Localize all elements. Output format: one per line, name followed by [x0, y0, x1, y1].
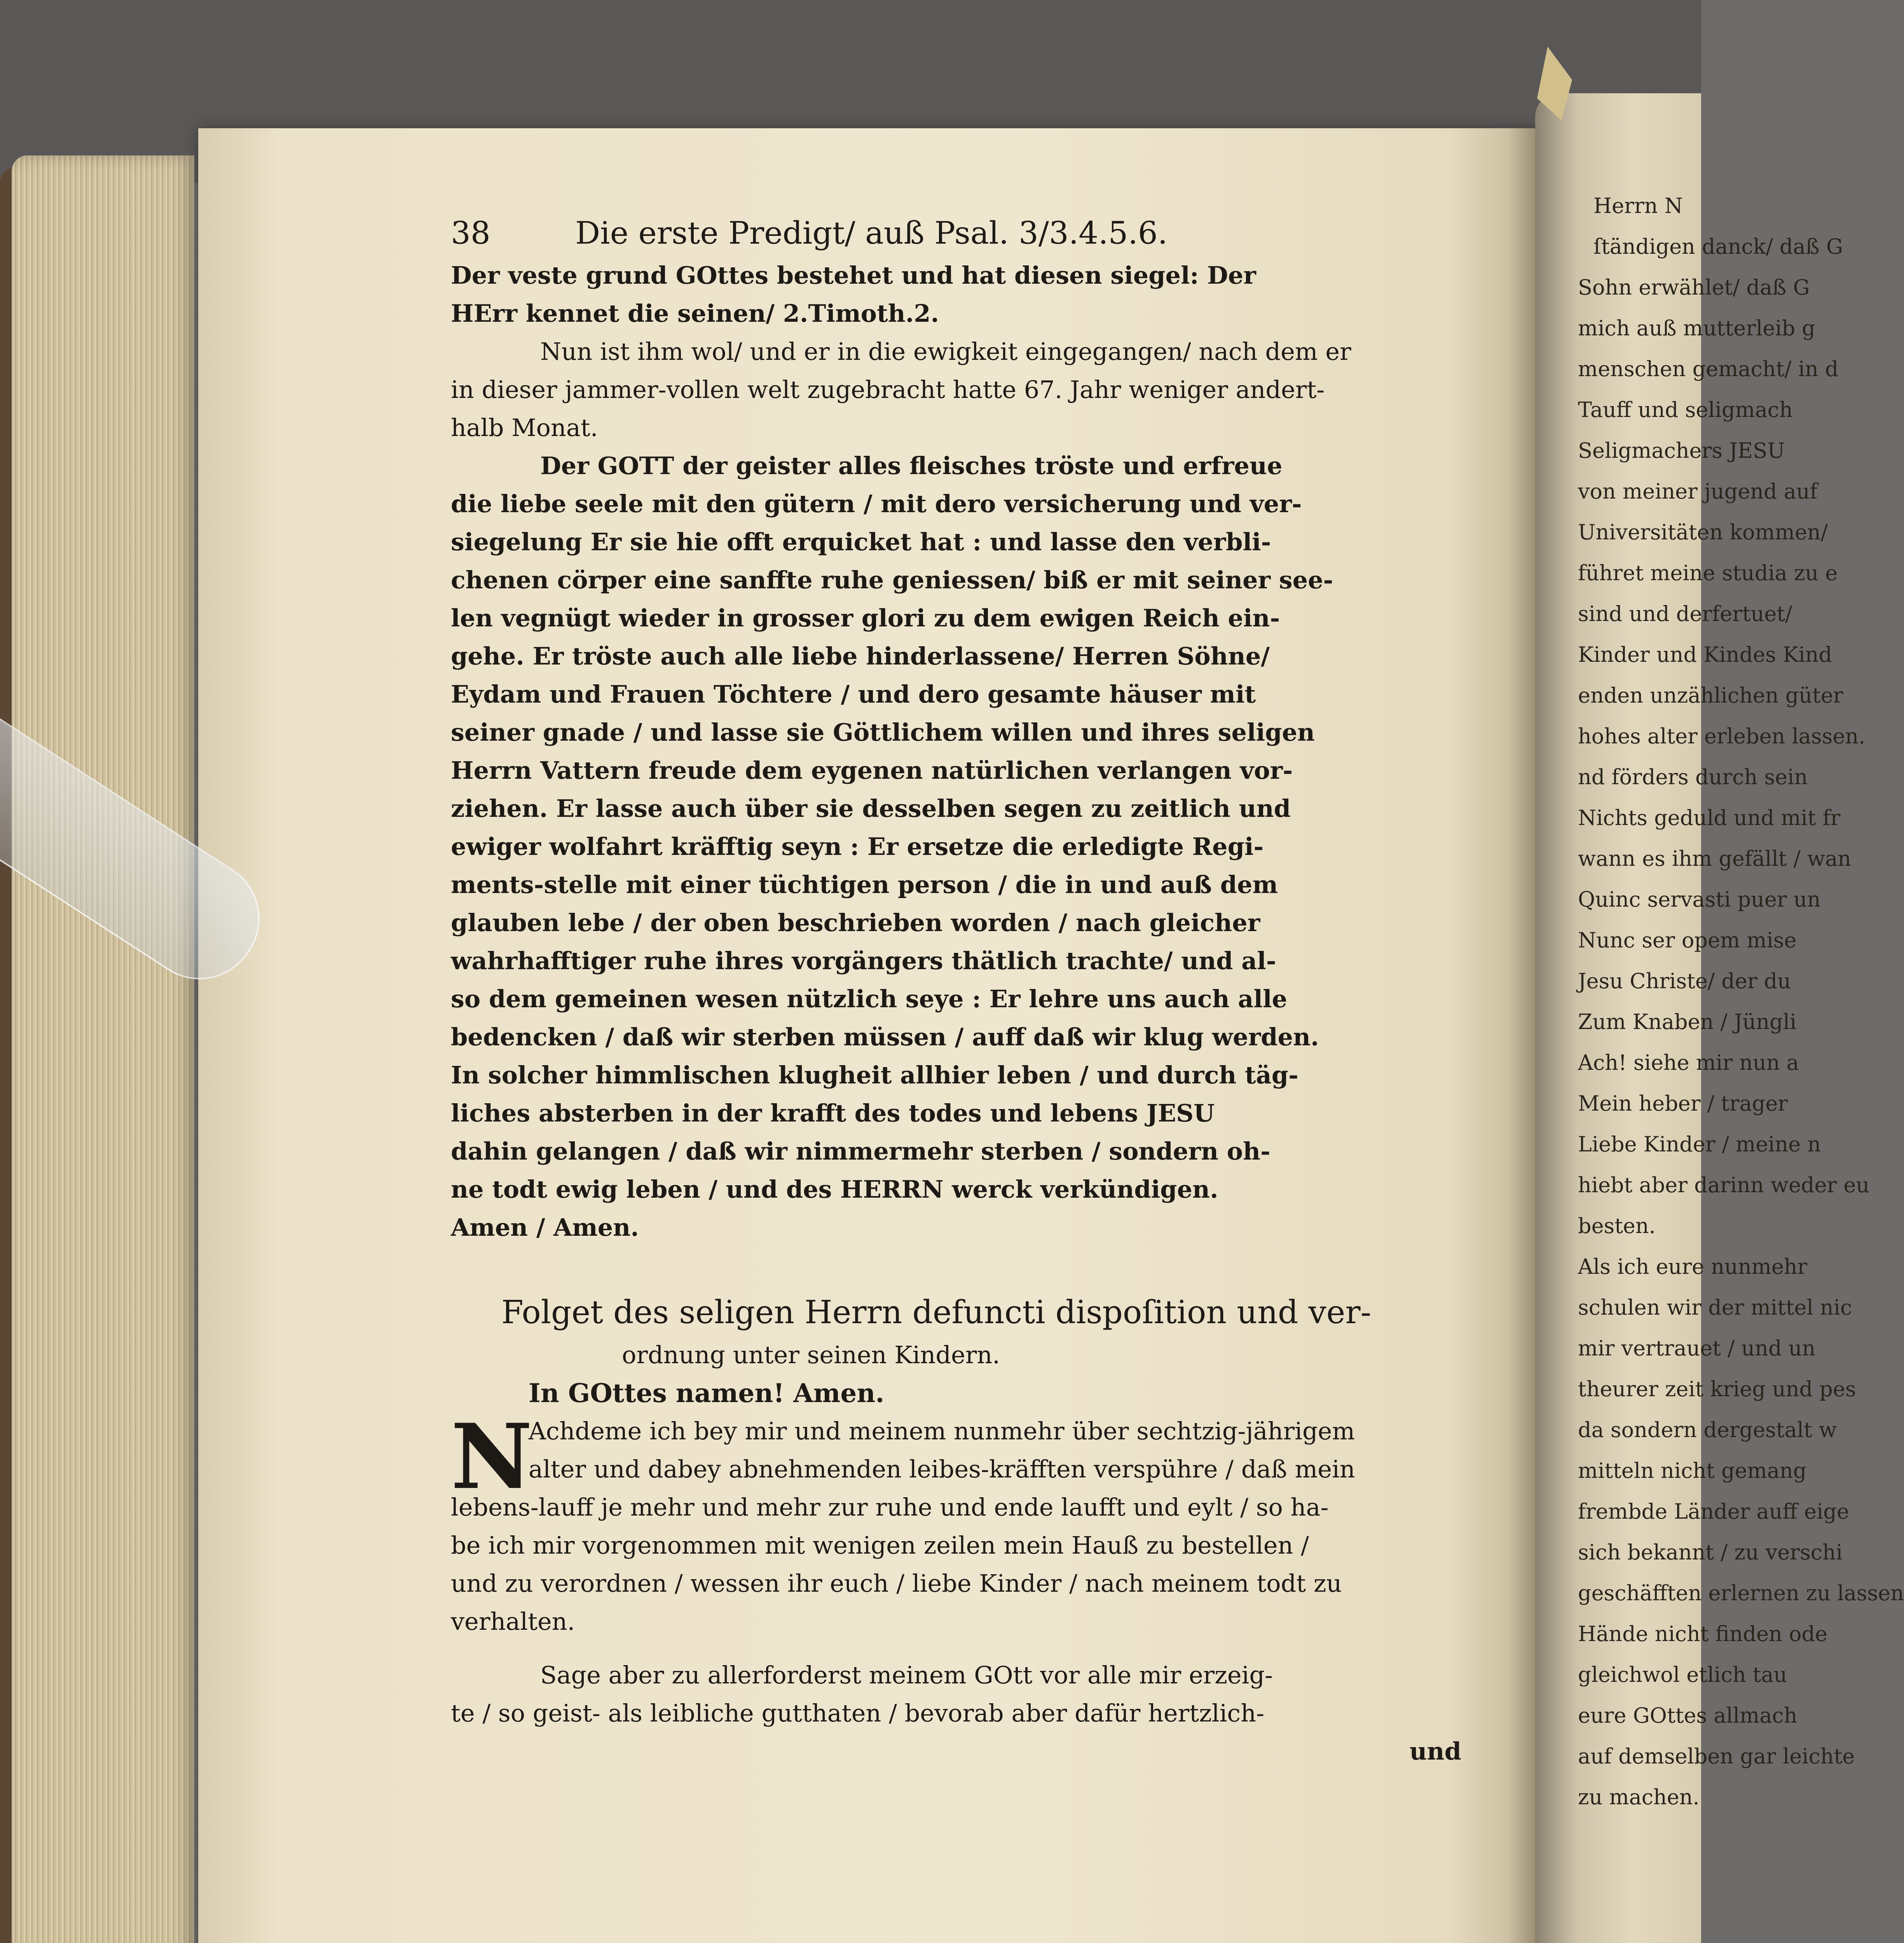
- running-head: [451, 210, 1469, 256]
- right-page-line: enden unzählichen güter: [1578, 683, 1843, 708]
- right-page-line: frembde Länder auff eige: [1578, 1499, 1849, 1524]
- text-line: glauben lebe / der oben beschrieben worden / nach gleicher: [451, 909, 1260, 937]
- text-line: halb Monat.: [451, 413, 598, 442]
- text-line: in dieser jammer-vollen welt zugebracht hatte 67. Jahr weniger andert-: [451, 375, 1325, 404]
- text-line: Herrn Vattern freude dem eygenen natürlichen verlangen vor-: [451, 756, 1293, 785]
- text-line: Nun ist ihm wol/ und er in die ewigkeit eingegangen/ nach dem er: [540, 337, 1351, 366]
- text-line: seiner gnade / und lasse sie Göttlichem willen und ihres seligen: [451, 718, 1315, 747]
- right-page-line: von meiner jugend auf: [1578, 479, 1818, 504]
- right-page-line: führet meine studia zu e: [1578, 561, 1838, 585]
- right-page-line: Nichts geduld und mit fr: [1578, 806, 1841, 830]
- text-line: Sage aber zu allerforderst meinem GOtt vor alle mir erzeig-: [540, 1661, 1273, 1689]
- text-line: chenen cörper eine sanffte ruhe geniessen/ biß er mit seiner see-: [451, 566, 1333, 594]
- right-page-line: auf demselben gar leichte: [1578, 1744, 1855, 1769]
- right-page-line: Als ich eure nunmehr: [1578, 1254, 1808, 1279]
- text-line: In solcher himmlischen klugheit allhier leben / und durch täg-: [451, 1061, 1298, 1089]
- section-heading: Folget des seligen Herrn defuncti dispoſition und ver-: [501, 1294, 1372, 1331]
- text-line: so dem gemeinen wesen nützlich seye : Er lehre uns auch alle: [451, 985, 1287, 1013]
- text-line: Eydam und Frauen Töchtere / und dero gesamte häuser mit: [451, 680, 1256, 708]
- right-page-line: eure GOttes allmach: [1578, 1703, 1798, 1728]
- right-page-line: geschäfften erlernen zu lassen: [1578, 1581, 1904, 1605]
- right-page-line: Hände nicht finden ode: [1578, 1622, 1827, 1646]
- text-line: HErr kennet die seinen/ 2.Timoth.2.: [451, 299, 939, 328]
- text-line: Achdeme ich bey mir und meinem nunmehr über sechtzig-jährigem: [529, 1417, 1355, 1445]
- text-line: verhalten.: [451, 1607, 575, 1636]
- right-page-line: ſtändigen danck/ daß G: [1593, 234, 1843, 259]
- text-line: ziehen. Er lasse auch über sie desselben segen zu zeitlich und: [451, 794, 1291, 823]
- text-line: und zu verordnen / wessen ihr euch / liebe Kinder / nach meinem todt zu: [451, 1569, 1342, 1598]
- text-line: ne todt ewig leben / und des HERRN werck verkündigen.: [451, 1175, 1218, 1203]
- right-page-line: Ach! siehe mir nun a: [1578, 1050, 1799, 1075]
- text-line: dahin gelangen / daß wir nimmermehr sterben / sondern oh-: [451, 1137, 1270, 1165]
- right-page-line: Universitäten kommen/: [1578, 520, 1828, 544]
- right-page-line: theurer zeit krieg und pes: [1578, 1377, 1856, 1401]
- text-line: liches absterben in der krafft des todes und lebens JESU: [451, 1099, 1215, 1127]
- right-page-line: schulen wir der mittel nic: [1578, 1295, 1852, 1320]
- text-line: ments-stelle mit einer tüchtigen person / die in und auß dem: [451, 870, 1278, 899]
- right-page-line: zu machen.: [1578, 1785, 1700, 1809]
- right-page-line: nd förders durch sein: [1578, 765, 1808, 789]
- right-page-line: hohes alter erleben lassen.: [1578, 724, 1866, 748]
- right-page-line: Zum Knaben / Jüngli: [1578, 1010, 1797, 1034]
- right-page-line: Kinder und Kindes Kind: [1578, 642, 1832, 667]
- right-page-line: hiebt aber darinn weder eu: [1578, 1173, 1870, 1197]
- right-page-line: wann es ihm gefällt / wan: [1578, 846, 1852, 871]
- text-line: ewiger wolfahrt kräfftig seyn : Er ersetze die erledigte Regi-: [451, 832, 1264, 861]
- right-page-line: sich bekannt / zu verschi: [1578, 1540, 1843, 1565]
- right-page-line: sind und derfertuet/: [1578, 602, 1792, 626]
- text-line: alter und dabey abnehmenden leibes-kräfften verspühre / daß mein: [529, 1455, 1355, 1483]
- right-page-line: gleichwol etlich tau: [1578, 1662, 1787, 1687]
- right-page-line: Sohn erwählet/ daß G: [1578, 275, 1810, 300]
- text-line: lebens-lauff je mehr und mehr zur ruhe und ende laufft und eylt / so ha-: [451, 1493, 1329, 1521]
- drop-cap: N: [451, 1404, 533, 1509]
- text-line: die liebe seele mit den gütern / mit dero versicherung und ver-: [451, 490, 1302, 518]
- right-page-line: besten.: [1578, 1214, 1656, 1238]
- text-line: te / so geist- als leibliche gutthaten / bevorab aber dafür hertzlich-: [451, 1699, 1265, 1727]
- right-page-line: Tauff und seligmach: [1578, 398, 1793, 422]
- text-line: bedencken / daß wir sterben müssen / auff daß wir klug werden.: [451, 1023, 1319, 1051]
- right-page-line: da sondern dergestalt w: [1578, 1418, 1837, 1442]
- right-page-line: Liebe Kinder / meine n: [1578, 1132, 1821, 1156]
- right-page-line: menschen gemacht/ in d: [1578, 357, 1839, 381]
- right-page-line: Nunc ser opem mise: [1578, 928, 1797, 952]
- right-page: [1535, 93, 1904, 1943]
- catchword: und: [1409, 1737, 1461, 1765]
- page-edges: [12, 155, 194, 1943]
- page-number: 38: [451, 215, 490, 251]
- right-page-line: Jesu Christe/ der du: [1578, 969, 1791, 993]
- text-line: Der GOTT der geister alles fleisches tröste und erfreue: [540, 452, 1283, 480]
- invocation: In GOttes namen! Amen.: [529, 1378, 885, 1408]
- right-page-line: mir vertrauet / und un: [1578, 1336, 1816, 1360]
- text-line: Amen / Amen.: [451, 1213, 639, 1242]
- right-page-line: mich auß mutterleib g: [1578, 316, 1815, 340]
- text-line: Der veste grund GOttes bestehet und hat diesen siegel: Der: [451, 261, 1256, 290]
- section-heading-cont: ordnung unter seinen Kindern.: [622, 1341, 1000, 1369]
- text-line: siegelung Er sie hie offt erquicket hat : und lasse den verbli-: [451, 528, 1271, 556]
- page-text: [451, 210, 1469, 1770]
- text-line: len vegnügt wieder in grosser glori zu dem ewigen Reich ein-: [451, 604, 1280, 632]
- right-page-line: mitteln nicht gemang: [1578, 1458, 1807, 1483]
- running-title: Die erste Predigt/ auß Psal. 3/3.4.5.6.: [575, 215, 1168, 251]
- right-page-line: Quinc servasti puer un: [1578, 887, 1821, 912]
- right-page-line: Mein heber / trager: [1578, 1091, 1788, 1116]
- text-line: wahrhafftiger ruhe ihres vorgängers thätlich trachte/ und al-: [451, 947, 1276, 975]
- text-line: be ich mir vorgenommen mit wenigen zeilen mein Hauß zu bestellen /: [451, 1531, 1309, 1559]
- right-page-line: Seligmachers JESU: [1578, 438, 1785, 463]
- right-page-line: Herrn N: [1593, 194, 1683, 218]
- text-line: gehe. Er tröste auch alle liebe hinderlassene/ Herren Söhne/: [451, 642, 1270, 670]
